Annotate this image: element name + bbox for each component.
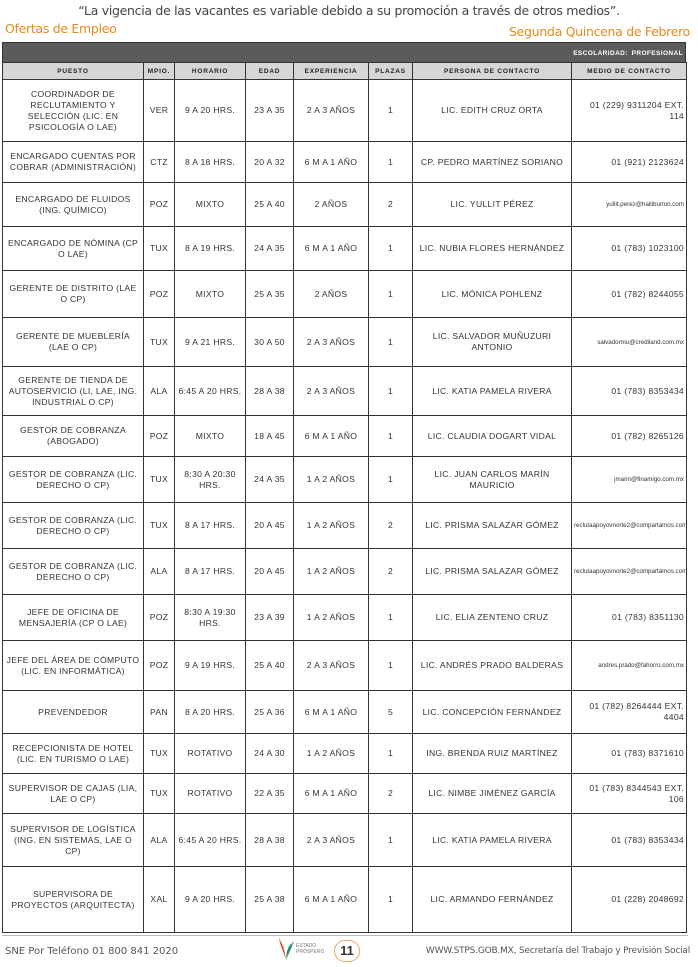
cell-mpio: POZ [144,595,175,641]
cell-puesto: RECEPCIONISTA DE HOTEL (LIC. EN TURISMO O LAE) [3,734,144,774]
table-row [3,80,687,142]
cell-experiencia: 1 A 2 AÑOS [294,457,369,503]
cell-medio[interactable]: yullit.perez@halliburton.com [572,183,687,227]
cell-plazas: 2 [369,549,413,595]
cell-edad: 23 A 39 [246,595,294,641]
cell-puesto: JEFE DE OFICINA DE MENSAJERÍA (CP O LAE) [3,595,144,641]
period-label: Segunda Quincena de Febrero [509,24,690,39]
cell-mpio: POZ [144,641,175,691]
cell-experiencia: 2 A 3 AÑOS [294,367,369,416]
cell-mpio: ALA [144,814,175,867]
table-row [3,734,687,774]
cell-mpio: TUX [144,318,175,367]
cell-medio: 01 (782) 8264444 EXT. 4404 [572,691,687,734]
cell-plazas: 1 [369,734,413,774]
cell-puesto: GESTOR DE COBRANZA (LIC. DERECHO O CP) [3,457,144,503]
cell-horario: 8 A 17 HRS. [175,503,246,549]
cell-experiencia: 6 M A 1 AÑO [294,867,369,933]
cell-puesto: ENCARGADO CUENTAS POR COBRAR (ADMINISTRACIÓN) [3,142,144,183]
cell-medio: 01 (783) 8344543 EXT. 106 [572,774,687,814]
cell-edad: 18 A 45 [246,416,294,457]
cell-mpio: TUX [144,503,175,549]
cell-puesto: PREVENDEDOR [3,691,144,734]
cell-horario: 9 A 20 HRS. [175,867,246,933]
footer-website: WWW.STPS.GOB.MX, Secretaría del Trabajo y Previsión Social [425,946,690,956]
cell-edad: 25 A 36 [246,691,294,734]
cell-puesto: GESTOR DE COBRANZA (ABOGADO) [3,416,144,457]
table-row [3,549,687,595]
cell-plazas: 1 [369,595,413,641]
table-row [3,691,687,734]
cell-plazas: 1 [369,142,413,183]
cell-horario: 9 A 20 HRS. [175,80,246,142]
column-header: EXPERIENCIA [294,63,369,80]
cell-edad: 28 A 38 [246,367,294,416]
cell-medio: 01 (783) 1023100 [572,227,687,271]
table-row [3,641,687,691]
cell-mpio: TUX [144,227,175,271]
cell-experiencia: 6 M A 1 AÑO [294,416,369,457]
cell-plazas: 1 [369,814,413,867]
cell-medio: 01 (229) 9311204 EXT. 114 [572,80,687,142]
cell-plazas: 2 [369,503,413,549]
cell-puesto: ENCARGADO DE NÓMINA (CP O LAE) [3,227,144,271]
cell-edad: 20 A 45 [246,549,294,595]
table-row [3,367,687,416]
cell-horario: 6:45 A 20 HRS. [175,814,246,867]
cell-persona: LIC. ARMANDO FERNÁNDEZ [413,867,572,933]
column-header-row [3,63,687,80]
cell-persona: LIC. PRISMA SALAZAR GÓMEZ [413,549,572,595]
column-header: EDAD [246,63,294,80]
cell-edad: 28 A 38 [246,814,294,867]
cell-persona: LIC. JUAN CARLOS MARÍN MAURICIO [413,457,572,503]
cell-persona: LIC. NUBIA FLORES HERNÁNDEZ [413,227,572,271]
cell-puesto: SUPERVISOR DE CAJAS (LIA, LAE O CP) [3,774,144,814]
cell-plazas: 2 [369,183,413,227]
cell-medio: 01 (783) 8351130 [572,595,687,641]
cell-mpio: VER [144,80,175,142]
cell-puesto: GESTOR DE COBRANZA (LIC. DERECHO O CP) [3,549,144,595]
cell-experiencia: 6 M A 1 AÑO [294,691,369,734]
page-number: 11 [334,940,360,962]
cell-persona: LIC. MÓNICA POHLENZ [413,271,572,318]
cell-experiencia: 1 A 2 AÑOS [294,595,369,641]
cell-puesto: GERENTE DE TIENDA DE AUTOSERVICIO (LI, LAE, ING. INDUSTRIAL O CP) [3,367,144,416]
column-header: PERSONA DE CONTACTO [413,63,572,80]
cell-horario: MIXTO [175,416,246,457]
escolaridad-label: ESCOLARIDAD: [573,50,628,57]
escolaridad-bar [2,42,686,62]
column-header: MEDIO DE CONTACTO [572,63,687,80]
table-row [3,867,687,933]
cell-mpio: PAN [144,691,175,734]
cell-medio: 01 (228) 2048692 [572,867,687,933]
cell-plazas: 1 [369,867,413,933]
table-row [3,503,687,549]
cell-persona: CP. PEDRO MARTÍNEZ SORIANO [413,142,572,183]
cell-edad: 20 A 32 [246,142,294,183]
cell-experiencia: 2 AÑOS [294,271,369,318]
cell-experiencia: 2 A 3 AÑOS [294,80,369,142]
cell-persona: LIC. SALVADOR MUÑUZURI ANTONIO [413,318,572,367]
cell-plazas: 1 [369,641,413,691]
table-row [3,814,687,867]
column-header: MPIO. [144,63,175,80]
cell-mpio: POZ [144,183,175,227]
cell-medio[interactable]: reclutaapoyovnorte2@compartamos.com [572,549,687,595]
cell-puesto: COORDINADOR DE RECLUTAMIENTO Y SELECCIÓN (LIC. EN PSICOLOGÍA O LAE) [3,80,144,142]
footer-phone: SNE Por Teléfono 01 800 841 2020 [5,946,179,957]
cell-medio: 01 (783) 8353434 [572,367,687,416]
cell-edad: 24 A 30 [246,734,294,774]
logo-leaf-icon [276,936,296,962]
cell-edad: 20 A 45 [246,503,294,549]
cell-persona: LIC. KATIA PAMELA RIVERA [413,814,572,867]
cell-experiencia: 6 M A 1 AÑO [294,142,369,183]
cell-medio[interactable]: andres.prado@fahorro.com.mx [572,641,687,691]
cell-puesto: GERENTE DE DISTRITO (LAE O CP) [3,271,144,318]
cell-experiencia: 6 M A 1 AÑO [294,227,369,271]
column-header: HORARIO [175,63,246,80]
cell-edad: 25 A 38 [246,867,294,933]
cell-horario: ROTATIVO [175,734,246,774]
cell-mpio: POZ [144,416,175,457]
cell-mpio: XAL [144,867,175,933]
cell-persona: LIC. CONCEPCIÓN FERNÁNDEZ [413,691,572,734]
table-row [3,227,687,271]
estado-prospero-logo [276,936,336,962]
cell-horario: ROTATIVO [175,774,246,814]
cell-edad: 25 A 40 [246,641,294,691]
cell-horario: 9 A 19 HRS. [175,641,246,691]
cell-medio[interactable]: salvadormu@crediland.com.mx [572,318,687,367]
cell-mpio: POZ [144,271,175,318]
cell-horario: 8:30 A 19:30 HRS. [175,595,246,641]
cell-experiencia: 2 A 3 AÑOS [294,318,369,367]
cell-plazas: 1 [369,271,413,318]
cell-experiencia: 6 M A 1 AÑO [294,774,369,814]
escolaridad-value: PROFESIONAL [631,50,683,57]
table-row [3,142,687,183]
cell-persona: LIC. CLAUDIA DOGART VIDAL [413,416,572,457]
cell-puesto: JEFE DEL ÁREA DE CÓMPUTO (LIC. EN INFORMÁTICA) [3,641,144,691]
vigencia-notice: “La vigencia de las vacantes es variable debido a su promoción a través de otros medios”. [78,3,620,18]
cell-mpio: TUX [144,734,175,774]
cell-plazas: 5 [369,691,413,734]
cell-persona: LIC. PRISMA SALAZAR GÓMEZ [413,503,572,549]
section-title: Ofertas de Empleo [5,21,117,36]
cell-horario: MIXTO [175,183,246,227]
cell-puesto: GERENTE DE MUEBLERÍA (LAE O CP) [3,318,144,367]
cell-horario: 6:45 A 20 HRS. [175,367,246,416]
cell-persona: ING. BRENDA RUIZ MARTÍNEZ [413,734,572,774]
cell-experiencia: 1 A 2 AÑOS [294,503,369,549]
cell-edad: 22 A 35 [246,774,294,814]
cell-plazas: 2 [369,774,413,814]
cell-horario: 9 A 21 HRS. [175,318,246,367]
column-header: PUESTO [3,63,144,80]
table-row [3,183,687,227]
table-row [3,774,687,814]
cell-plazas: 1 [369,227,413,271]
cell-persona: LIC. NIMBE JIMÉNEZ GARCÍA [413,774,572,814]
cell-plazas: 1 [369,457,413,503]
cell-medio: 01 (782) 8244055 [572,271,687,318]
cell-puesto: SUPERVISORA DE PROYECTOS (ARQUITECTA) [3,867,144,933]
cell-plazas: 1 [369,416,413,457]
job-offers-table [2,62,687,933]
footer-divider [2,935,688,936]
cell-edad: 25 A 40 [246,183,294,227]
cell-medio[interactable]: reclutaapoyovnorte2@compartamos.com [572,503,687,549]
cell-medio[interactable]: jmarin@finamigo.com.mx [572,457,687,503]
cell-edad: 24 A 35 [246,227,294,271]
table-row [3,416,687,457]
cell-horario: MIXTO [175,271,246,318]
cell-experiencia: 1 A 2 AÑOS [294,549,369,595]
job-offers-table-wrapper [2,42,686,933]
cell-plazas: 1 [369,80,413,142]
cell-persona: LIC. KATIA PAMELA RIVERA [413,367,572,416]
logo-text: ESTADO PRÓSPERO [296,943,325,955]
cell-horario: 8 A 17 HRS. [175,549,246,595]
cell-edad: 30 A 50 [246,318,294,367]
cell-persona: LIC. EDITH CRUZ ORTA [413,80,572,142]
cell-plazas: 1 [369,367,413,416]
cell-horario: 8 A 18 HRS. [175,142,246,183]
table-row [3,318,687,367]
cell-persona: LIC. ELIA ZENTENO CRUZ [413,595,572,641]
cell-mpio: TUX [144,457,175,503]
cell-persona: LIC. ANDRÉS PRADO BALDERAS [413,641,572,691]
table-row [3,457,687,503]
cell-puesto: SUPERVISOR DE LOGÍSTICA (ING. EN SISTEMAS, LAE O CP) [3,814,144,867]
cell-medio: 01 (783) 8371610 [572,734,687,774]
cell-horario: 8:30 A 20:30 HRS. [175,457,246,503]
cell-mpio: CTZ [144,142,175,183]
cell-edad: 25 A 35 [246,271,294,318]
cell-medio: 01 (783) 8353434 [572,814,687,867]
cell-mpio: TUX [144,774,175,814]
table-body [3,80,687,933]
cell-persona: LIC. YULLIT PÉREZ [413,183,572,227]
cell-experiencia: 2 AÑOS [294,183,369,227]
cell-puesto: ENCARGADO DE FLUIDOS (ING. QUÍMICO) [3,183,144,227]
cell-experiencia: 2 A 3 AÑOS [294,814,369,867]
column-header: PLAZAS [369,63,413,80]
cell-puesto: GESTOR DE COBRANZA (LIC. DERECHO O CP) [3,503,144,549]
table-row [3,595,687,641]
cell-medio: 01 (921) 2123624 [572,142,687,183]
cell-edad: 23 A 35 [246,80,294,142]
cell-horario: 8 A 19 HRS. [175,227,246,271]
cell-horario: 8 A 20 HRS. [175,691,246,734]
cell-edad: 24 A 35 [246,457,294,503]
cell-mpio: ALA [144,549,175,595]
cell-medio: 01 (782) 8265126 [572,416,687,457]
cell-experiencia: 2 A 3 AÑOS [294,641,369,691]
table-row [3,271,687,318]
cell-experiencia: 1 A 2 AÑOS [294,734,369,774]
cell-plazas: 1 [369,318,413,367]
cell-mpio: ALA [144,367,175,416]
